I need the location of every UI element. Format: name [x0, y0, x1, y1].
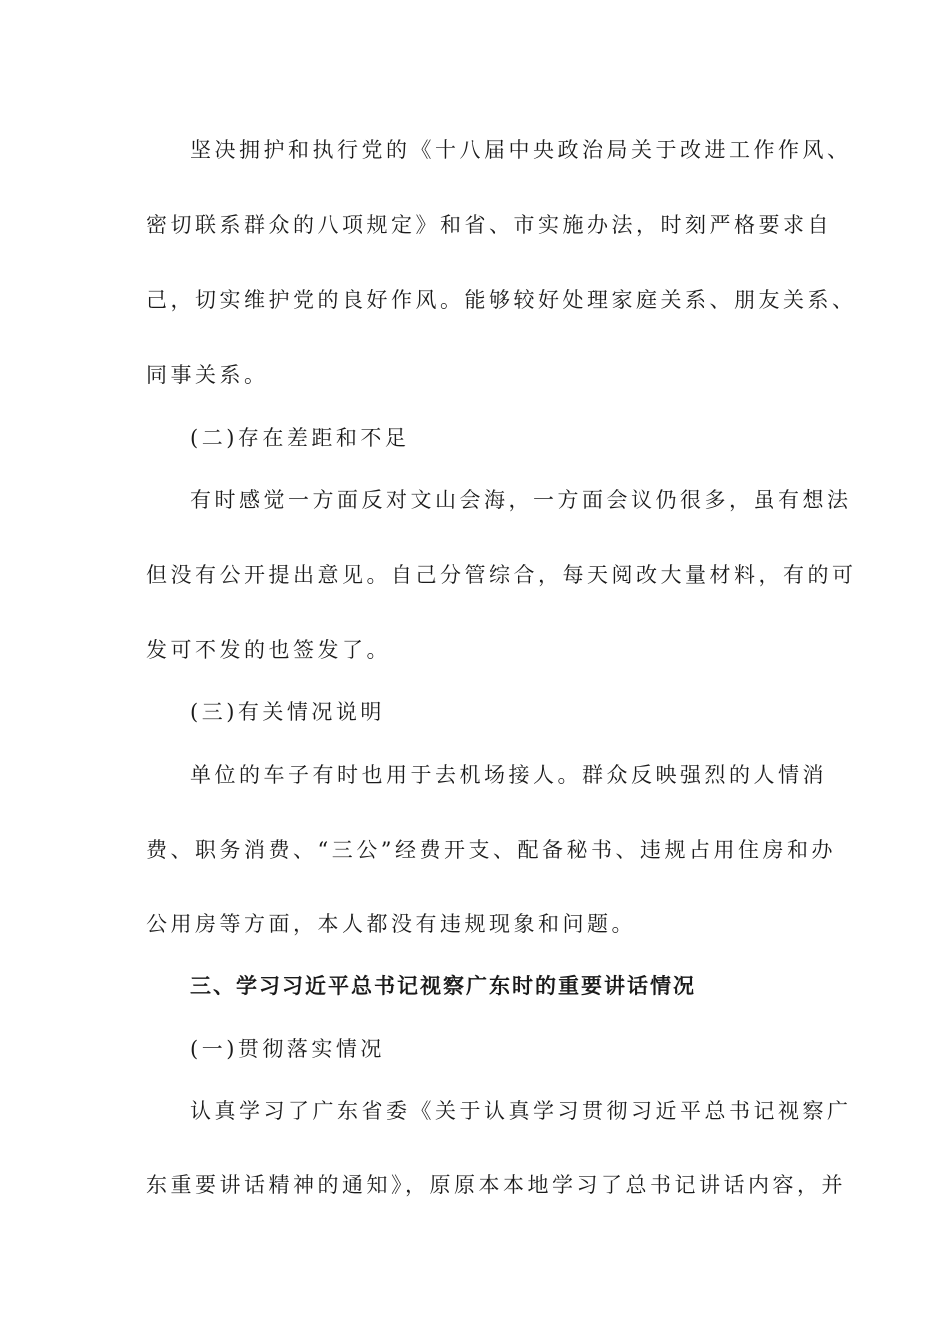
subheading-1: (一)贯彻落实情况 [190, 1037, 385, 1061]
paragraph-1-line-3: 己，切实维护党的良好作风。能够较好处理家庭关系、朋友关系、 [146, 288, 857, 312]
subheading-3: (三)有关情况说明 [190, 700, 385, 724]
paragraph-3-line-2: 费、职务消费、“三公”经费开支、配备秘书、违规占用住房和办 [146, 838, 836, 862]
paragraph-4-line-1: 认真学习了广东省委《关于认真学习贯彻习近平总书记视察广 [190, 1099, 852, 1123]
paragraph-1-line-1: 坚决拥护和执行党的《十八届中央政治局关于改进工作作风、 [190, 138, 852, 162]
subheading-2: (二)存在差距和不足 [190, 426, 410, 450]
paragraph-2-line-1: 有时感觉一方面反对文山会海，一方面会议仍很多，虽有想法 [190, 488, 852, 512]
paragraph-2-line-2: 但没有公开提出意见。自己分管综合，每天阅改大量材料，有的可 [146, 563, 857, 587]
paragraph-1-line-2: 密切联系群众的八项规定》和省、市实施办法，时刻严格要求自 [146, 213, 832, 237]
section-heading-3: 三、学习习近平总书记视察广东时的重要讲话情况 [190, 973, 696, 998]
paragraph-1-line-4: 同事关系。 [146, 363, 269, 387]
paragraph-3-line-1: 单位的车子有时也用于去机场接人。群众反映强烈的人情消 [190, 763, 827, 787]
paragraph-2-line-3: 发可不发的也签发了。 [146, 638, 391, 662]
paragraph-3-line-3: 公用房等方面，本人都没有违规现象和问题。 [146, 912, 636, 936]
paragraph-4-line-2: 东重要讲话精神的通知》，原原本本地学习了总书记讲话内容，并 [146, 1173, 846, 1197]
